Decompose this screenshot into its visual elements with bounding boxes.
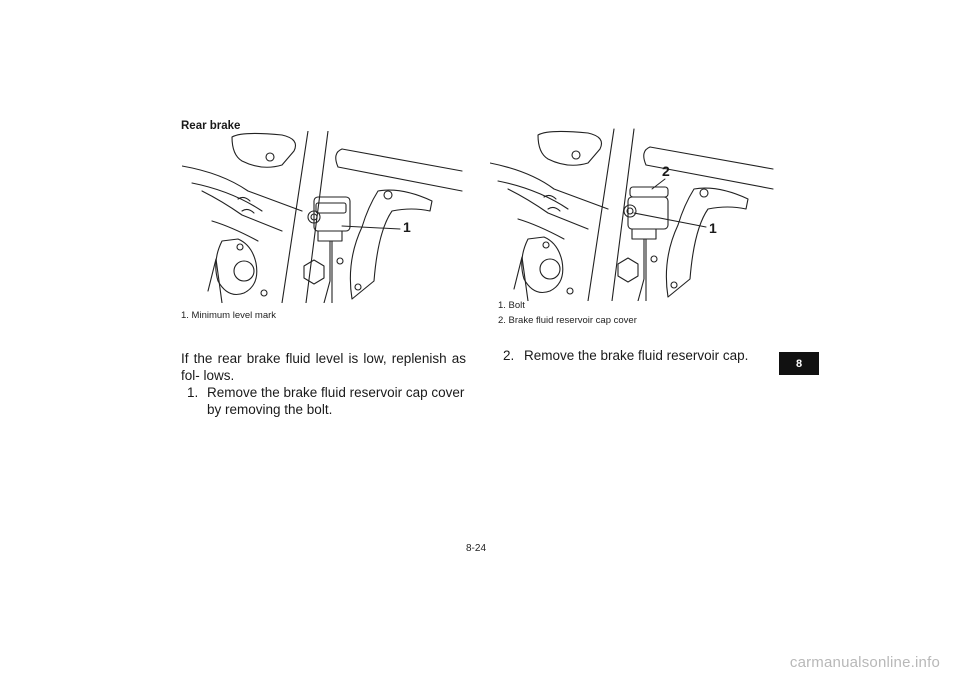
- section-tab: 8: [779, 352, 819, 375]
- step-2-text: Remove the brake fluid reservoir cap.: [524, 348, 749, 363]
- figure-right-caption-2: 2. Brake fluid reservoir cap cover: [498, 315, 637, 326]
- callout-1: 1: [709, 220, 717, 236]
- step-1-text: Remove the brake fluid reservoir cap cover by removing the bolt.: [207, 385, 465, 417]
- figure-rear-brake-minimum-level: [182, 131, 465, 303]
- watermark: carmanualsonline.info: [789, 654, 940, 671]
- figure-left-caption: 1. Minimum level mark: [181, 310, 277, 321]
- callout-2: 2: [662, 163, 670, 179]
- instruction-paragraph: If the rear brake fluid level is low, replenish as fol- lows.: [181, 351, 466, 383]
- step-2-number: 2.: [503, 348, 515, 363]
- callout-1: 1: [403, 219, 411, 235]
- figure-rear-brake-cap-cover: [490, 121, 775, 301]
- figure-right-caption-1: 1. Bolt: [498, 300, 525, 311]
- page-number: 8-24: [466, 543, 487, 554]
- section-heading: Rear brake: [181, 120, 241, 132]
- step-1-number: 1.: [187, 385, 199, 400]
